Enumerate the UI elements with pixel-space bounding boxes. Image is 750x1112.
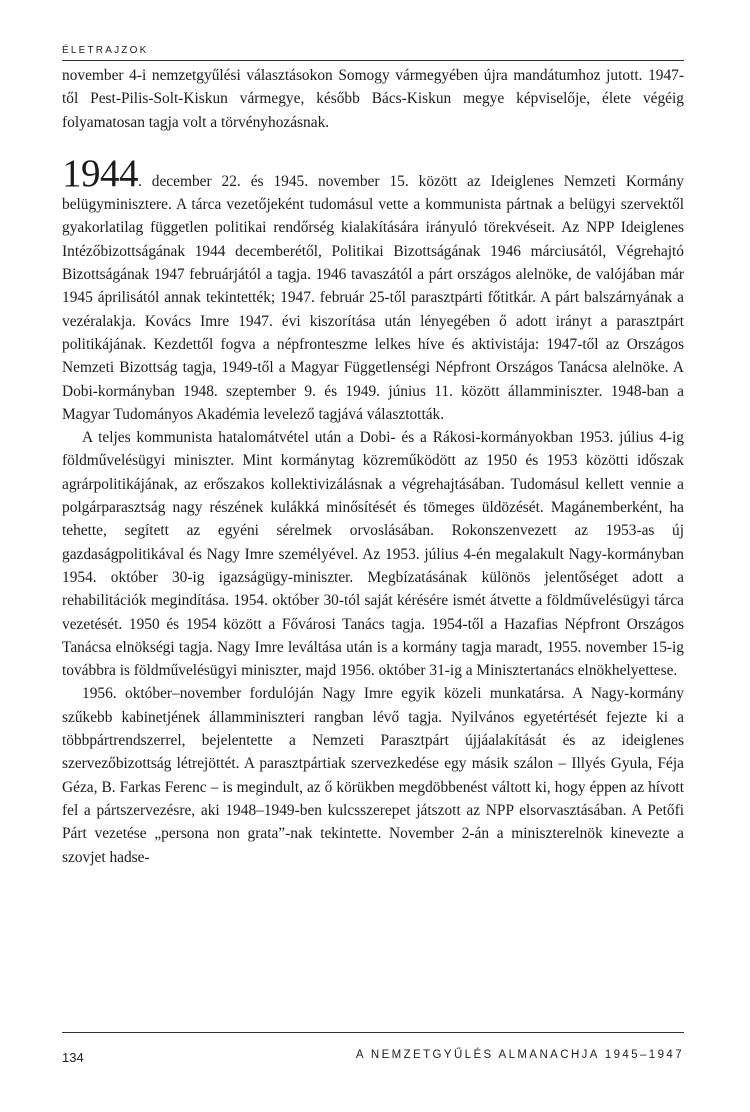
- page-number: 134: [62, 1050, 84, 1065]
- year-lead: 1944: [62, 151, 138, 195]
- body-text: [62, 64, 684, 869]
- section-gap: [62, 134, 684, 154]
- paragraph-4: 1956. október–november fordulóján Nagy Imre egyik közeli munkatársa. A Nagy-kormány szűkebb kabinetjének államminiszteri rangban lévő tagja. Nyilvános egyetértését fejezte ki a többpártrendszerrel, bejelentette a Nemzeti Parasztpárt újjáalakítását és az ideiglenes szervezőbizottság létrejöttét. A parasztpártiak szervezkedése egy másik szálon – Illyés Gyula, Féja Géza, B. Farkas Ferenc – is megindult, az ő körükben megdöbbenést váltott ki, hogy éppen az hívott fel a pártszervezésre, aki 1948–1949-ben kulcsszerepet játszott az NPP elsorvasztásában. A Petőfi Párt vezetése „persona non grata”-nak tekintette. November 2-án a miniszterelnök kinevezte a szovjet hadse-: [62, 685, 684, 866]
- paragraph-2: [62, 151, 684, 426]
- running-head: ÉLETRAJZOK: [62, 45, 149, 56]
- top-rule: [62, 60, 684, 61]
- running-foot: A NEMZETGYŰLÉS ALMANACHJA 1945–1947: [355, 1049, 684, 1061]
- paragraph-3: A teljes kommunista hatalomátvétel után a Dobi- és a Rákosi-kormányokban 1953. július 4-ig földművelésügyi miniszter. Mint kormánytag közreműködött az 1950 és 1953 közötti időszak agrárpolitikájának, az erőszakos kollektivizálásnak a végrehajtásában. Tudomásul kellett vennie a polgárparasztság nagy részének kulákká minősítését és tömeges üldözését. Magánemberként, ha tehette, segített az egyéni sérelmek orvoslásában. Rokonszenvezett az 1953-as új gazdaságpolitikával és Nagy Imre személyével. Az 1953. július 4-én megalakult Nagy-kormányban 1954. október 30-ig igazságügy-miniszter. Megbízatásának különös jelentőséget adott a rehabilitációk megindítása. 1954. október 30-tól saját kérésére ismét átvette a földművelésügyi tárca vezetését. 1950 és 1954 között a Fővárosi Tanács tagja. 1954-től a Hazafias Népfront Országos Tanácsa elnökségi tagja. Nagy Imre leváltása után is a kormány tagja maradt, 1955. november 15-ig továbbra is földművelésügyi miniszter, majd 1956. október 31-ig a Minisztertanács elnökhelyettese.: [62, 429, 684, 680]
- paragraph-2-text: . december 22. és 1945. november 15. között az Ideiglenes Nemzeti Kormány belügyminisztere. A tárca vezetőjeként tudomásul vette a kommunista pártnak a belügyi szervektől gyakorlatilag független politikai rendőrség kialakítására irányuló törekvéseit. Az NPP Ideiglenes Intézőbizottságának 1944 decemberétől, Politikai Bizottságának 1946 márciusától, Végrehajtó Bizottságának 1947 februárjától a tagja. 1946 tavaszától a párt országos alelnöke, de valójában már 1945 áprilisától annak tekintették; 1947. február 25-től parasztpárti főtitkár. A párt balszárnyának a vezéralakja. Kovács Imre 1947. évi kiszorítása után lényegében ő adott irányt a parasztpárt politikájának. Kezdettől fogva a népfronteszme lelkes híve és aktivistája: 1947-től az Országos Nemzeti Bizottság tagja, 1949-től a Magyar Függetlenségi Népfront Országos Tanácsa alelnöke. A Dobi-kormányban 1948. szeptember 9. és 1949. június 11. között államminiszter. 1948-ban a Magyar Tudományos Akadémia levelező tagjává választották.: [62, 172, 684, 423]
- bottom-rule: [62, 1032, 684, 1033]
- paragraph-1: november 4-i nemzetgyűlési választásokon Somogy vármegyében újra mandátumhoz jutott. 1947-től Pest-Pilis-Solt-Kiskun vármegye, később Bács-Kiskun megye képviselője, élete végéig folyamatosan tagja volt a törvényhozásnak.: [62, 67, 684, 131]
